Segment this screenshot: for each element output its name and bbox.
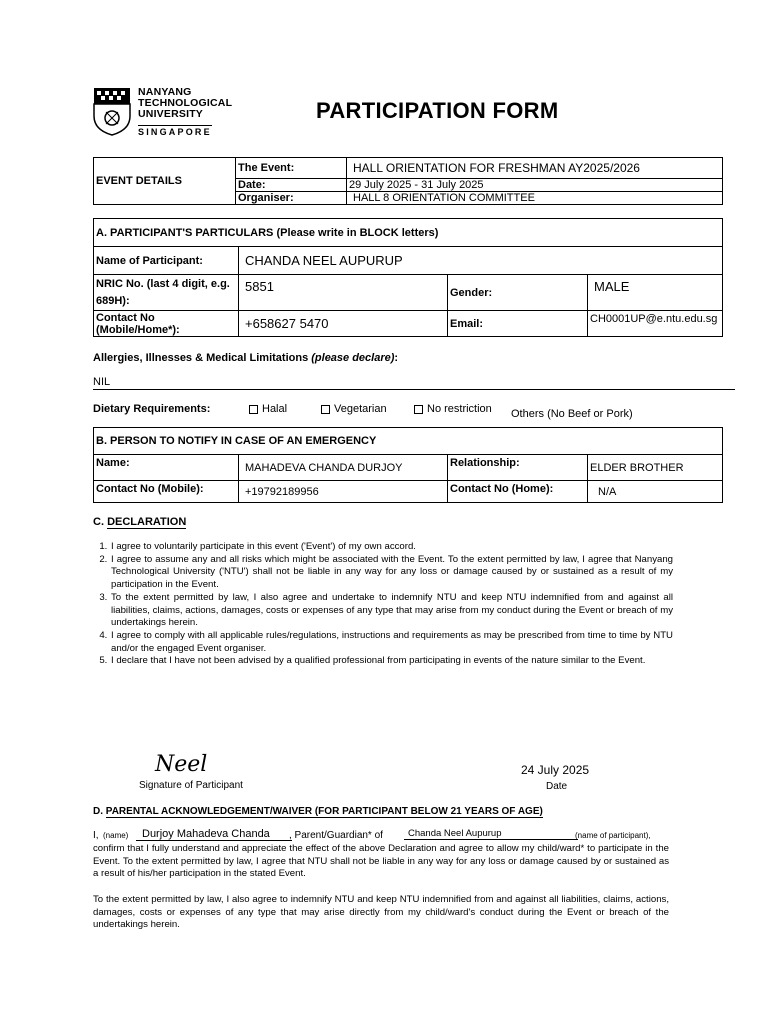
date-label: Date <box>546 781 568 792</box>
diet-option-label: Vegetarian <box>334 403 387 415</box>
guardian-line <box>93 828 743 842</box>
gender-label: Gender: <box>448 275 588 311</box>
declaration-heading <box>93 516 186 528</box>
organiser-label: Organiser: <box>236 192 347 205</box>
guardian-name-hint: (name) <box>103 831 129 840</box>
logo-line: UNIVERSITY <box>138 108 204 120</box>
medical-label-italic: (please declare) <box>311 352 395 364</box>
event-details-table <box>93 157 723 205</box>
nric-label: NRIC No. (last 4 digit, e.g. 689H): <box>94 275 239 311</box>
guardian-i: I, <box>93 830 99 841</box>
participant-signature[interactable]: Neel <box>155 752 208 777</box>
gender-field[interactable]: MALE <box>588 275 723 311</box>
parental-paragraph-2: To the extent permitted by law, I also agree to indemnify NTU and keep NTU indemnified from and against all liabilities, claims, actions, damages, costs or expenses of any type that may arise directly from my child/ward's conduct during the Event or breach of the undertakings herein. <box>93 894 669 931</box>
checkbox-icon <box>249 405 258 414</box>
medical-label: Allergies, Illnesses & Medical Limitations <box>93 352 309 364</box>
participant-name-field[interactable]: CHANDA NEEL AUPURUP <box>239 247 723 275</box>
event-details-label: EVENT DETAILS <box>94 158 236 205</box>
participant-table <box>93 218 723 337</box>
medical-colon: : <box>394 352 399 364</box>
relationship-field[interactable]: ELDER BROTHER <box>588 455 723 481</box>
medical-label-line <box>93 352 398 364</box>
diet-option-vegetarian[interactable] <box>321 403 387 415</box>
contact-field[interactable]: +658627 5470 <box>239 311 448 337</box>
relationship-label: Relationship: <box>448 455 588 481</box>
participant-name-hint: (name of participant), <box>575 831 651 840</box>
emergency-home-field[interactable]: N/A <box>588 481 723 503</box>
organiser-value[interactable]: HALL 8 ORIENTATION COMMITTEE <box>347 192 723 205</box>
page-title: PARTICIPATION FORM <box>316 98 559 123</box>
diet-option-label: No restriction <box>427 403 492 415</box>
date-value[interactable]: 29 July 2025 - 31 July 2025 <box>347 179 723 192</box>
logo-line: TECHNOLOGICAL <box>138 97 233 109</box>
signature-label: Signature of Participant <box>139 780 243 791</box>
event-value[interactable]: HALL ORIENTATION FOR FRESHMAN AY2025/2026 <box>347 158 723 179</box>
guardian-participant-field[interactable]: Chanda Neel Aupurup <box>404 828 578 840</box>
logo-line: NANYANG <box>138 86 192 98</box>
declaration-item: 2. I agree to assume any and all risks which might be associated with the Event. To the extent permitted by law, I agree that Nanyang Technological University ('NTU') shall not be liable in any way for any loss or damage caused by or sustained as a result of my participation in the Event. <box>110 554 673 592</box>
guardian-mid-text: , Parent/Guardian* of <box>289 830 383 841</box>
declaration-list <box>93 541 673 668</box>
emergency-home-label: Contact No (Home): <box>448 481 588 503</box>
declaration-item: 1. I agree to voluntarily participate in this event ('Event') of my own accord. <box>110 541 673 554</box>
date-label: Date: <box>236 179 347 192</box>
emergency-table <box>93 427 723 503</box>
ntu-logo <box>92 86 242 138</box>
parental-heading <box>93 806 543 817</box>
ntu-crest-icon <box>92 86 132 136</box>
emergency-heading: B. PERSON TO NOTIFY IN CASE OF AN EMERGENCY <box>94 428 723 455</box>
logo-wordmark <box>138 87 232 120</box>
parental-paragraph-1: confirm that I fully understand and appreciate the effect of the above Declaration and agree to allow my child/ward* to participate in the Event. To the extent permitted by law, I agree that NTU shall not be liable in any way for any loss or damage caused by or sustained as a result of his/her participation in the stated Event. <box>93 843 669 880</box>
diet-option-no-restriction[interactable] <box>414 403 492 415</box>
diet-option-label: Halal <box>262 403 288 415</box>
checkbox-icon <box>321 405 330 414</box>
diet-others-field[interactable]: Others (No Beef or Pork) <box>511 408 633 420</box>
dietary-label: Dietary Requirements: <box>93 403 211 415</box>
logo-country: SINGAPORE <box>138 127 212 137</box>
participant-name-label: Name of Participant: <box>94 247 239 275</box>
emergency-name-label: Name: <box>94 455 239 481</box>
emergency-mobile-field[interactable]: +19792189956 <box>239 481 448 503</box>
declaration-prefix: C. <box>93 516 104 528</box>
declaration-item: 3. To the extent permitted by law, I also agree and undertake to indemnify NTU and keep NTU indemnified from and against all liabilities, claims, actions, damages, costs or expenses of any type that may arise from my conduct during the Event or breach of my undertakings herein. <box>110 592 673 630</box>
medical-value: NIL <box>93 376 111 388</box>
participant-heading: A. PARTICIPANT'S PARTICULARS (Please write in BLOCK letters) <box>94 219 723 247</box>
event-label: The Event: <box>236 158 347 179</box>
contact-label: Contact No (Mobile/Home*): <box>94 311 239 337</box>
guardian-name-field[interactable]: Durjoy Mahadeva Chanda <box>136 828 292 841</box>
diet-option-halal[interactable] <box>249 403 287 415</box>
email-label: Email: <box>448 311 588 337</box>
parental-title: PARENTAL ACKNOWLEDGEMENT/WAIVER (FOR PARTICIPANT BELOW 21 YEARS OF AGE) <box>105 806 543 817</box>
nric-field[interactable]: 5851 <box>239 275 448 311</box>
email-field[interactable]: CH0001UP@e.ntu.edu.sg <box>588 311 723 337</box>
parental-prefix: D. <box>93 806 103 817</box>
declaration-item: 4. I agree to comply with all applicable rules/regulations, instructions and requirements as may be prescribed from time to time by NTU and/or the engaged Event organiser. <box>110 630 673 655</box>
declaration-item: 5. I declare that I have not been advised by a qualified professional from participating in events of the nature similar to the Event. <box>110 655 673 668</box>
emergency-mobile-label: Contact No (Mobile): <box>94 481 239 503</box>
checkbox-icon <box>414 405 423 414</box>
emergency-name-field[interactable]: MAHADEVA CHANDA DURJOY <box>239 455 448 481</box>
declaration-title: DECLARATION <box>107 516 187 528</box>
medical-field[interactable] <box>93 376 735 390</box>
signature-date-field[interactable]: 24 July 2025 <box>521 763 590 777</box>
